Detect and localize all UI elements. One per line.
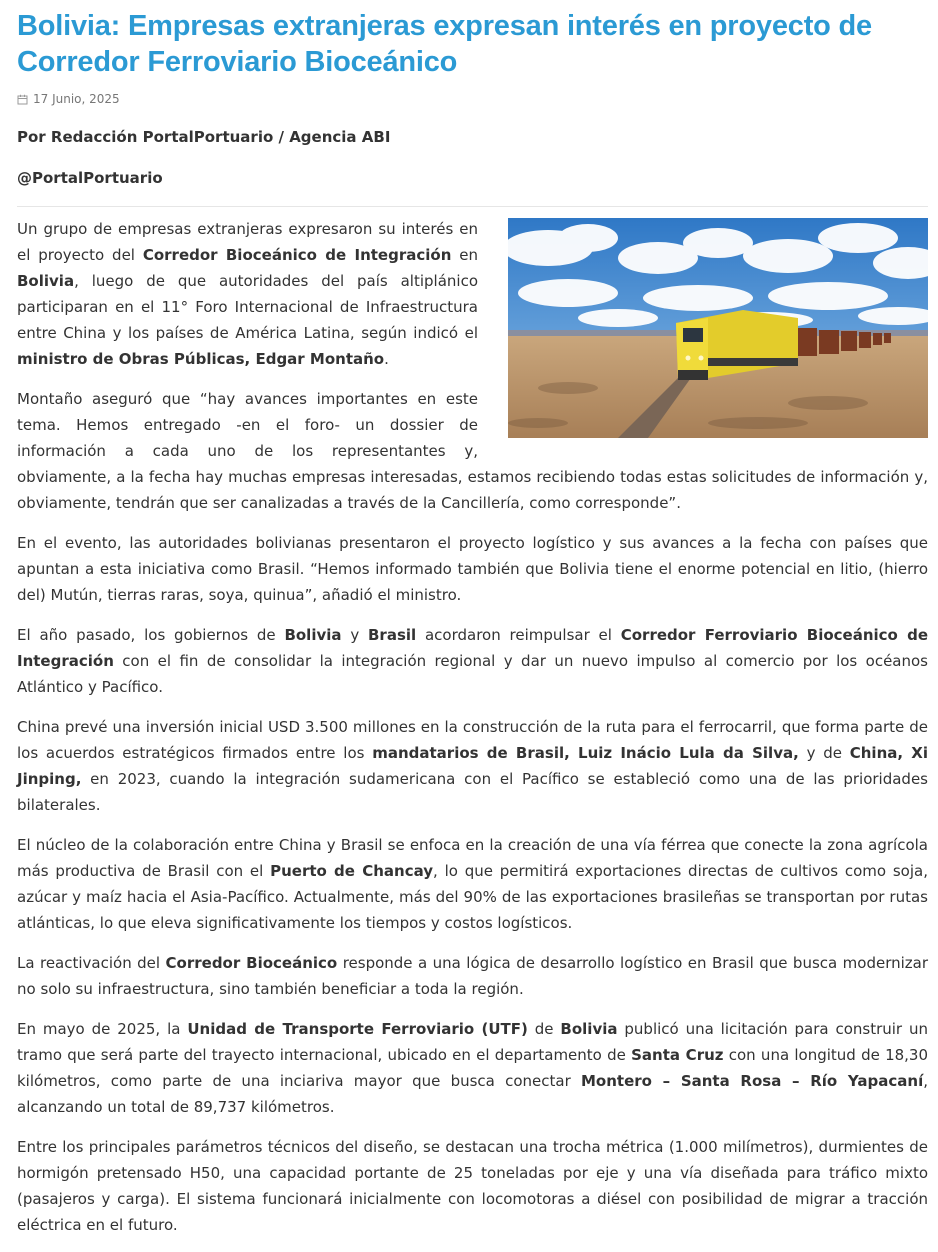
article-paragraph [17,832,928,936]
date-text: 17 Junio, 2025 [33,92,120,106]
text-run: El núcleo de la colaboración entre China y Brasil se enfoca en la creación de una vía férrea que conecte la zona agrícola más productiva de Brasil con el [17,836,928,880]
bold-text: Puerto de Chancay [270,862,434,880]
text-run: en [451,246,478,264]
article-title: Bolivia: Empresas extranjeras expresan interés en proyecto de Corredor Ferroviario Bioceánico [17,10,872,78]
bold-text: China, Xi Jinping, [17,744,928,788]
text-run: Un grupo de empresas extranjeras expresaron su interés en el proyecto del [17,220,478,264]
bold-text: Santa Cruz [631,1046,724,1064]
article-paragraph [17,622,928,700]
bold-text: Bolivia [560,1020,618,1038]
text-run: En mayo de 2025, la [17,1020,188,1038]
article-paragraph [17,714,928,818]
text-run: , alcanzando un total de 89,737 kilómetros. [17,1072,928,1116]
article-body [17,216,928,1252]
text-run: La reactivación del [17,954,166,972]
text-run: , lo que permitirá exportaciones directas de cultivos como soja, azúcar y maíz hacia el Asia-Pacífico. Actualmente, más del 90% de las exportaciones brasileñas se transportan por rutas atlánticas, lo que eleva significativamente los tiempos y costos logísticos. [17,862,928,932]
divider [17,206,928,207]
article-paragraph [17,1016,928,1120]
article [17,0,929,1234]
text-run: Entre los principales parámetros técnicos del diseño, se destacan una trocha métrica (1.000 milímetros), durmientes de hormigón pretensado H50, una capacidad portante de 25 toneladas por eje y una vía diseñada para tráfico mixto (pasajeros y carga). El sistema funcionará inicialmente con locomotoras a diésel con posibilidad de migrar a tracción eléctrica en el futuro. [17,1138,928,1234]
bold-text: Bolivia [17,272,75,290]
text-run: El año pasado, los gobiernos de [17,626,285,644]
text-run: China prevé una inversión inicial USD 3.500 millones en la construcción de la ruta para el ferrocarril, que forma parte de los acuerdos estratégicos firmados entre los [17,718,928,762]
text-run: En el evento, las autoridades bolivianas presentaron el proyecto logístico y sus avances a la fecha con países que apuntan a esta iniciativa como Brasil. “Hemos informado también que Bolivia tiene el enorme potencial en litio, (hierro del) Mutún, tierras raras, soya, quinua”, añadió el ministro. [17,534,928,604]
article-image [508,218,928,438]
text-run: y de [798,744,850,762]
article-handle: @PortalPortuario [17,169,163,187]
bold-text: Brasil [368,626,417,644]
text-run: y [341,626,368,644]
article-paragraph [17,1134,928,1238]
bold-text: Corredor Bioceánico [165,954,338,972]
bold-text: Montero – Santa Rosa – Río Yapacaní [580,1072,924,1090]
bold-text: Corredor Ferroviario Bioceánico de Integración [17,626,929,670]
calendar-icon [17,94,28,105]
article-byline: Por Redacción PortalPortuario / Agencia ABI [17,128,391,146]
text-run: en 2023, cuando la integración sudamericana con el Pacífico se estableció como una de las prioridades bilaterales. [17,770,928,814]
bold-text: Unidad de Transporte Ferroviario (UTF) [187,1020,528,1038]
text-run: , luego de que autoridades del país altiplánico participaran en el 11° Foro Internacional de Infraestructura entre China y los países de América Latina, según indicó el [17,272,478,342]
text-run: con una longitud de 18,30 kilómetros, como parte de una inciariva mayor que busca conectar [17,1046,929,1090]
bold-text: mandatarios de Brasil, Luiz Inácio Lula da Silva, [372,744,799,762]
article-paragraph [17,950,928,1002]
bold-text: Corredor Bioceánico de Integración [142,246,452,264]
bold-text: Bolivia [284,626,342,644]
bold-text: ministro de Obras Públicas, Edgar Montaño [17,350,385,368]
article-date [17,90,928,108]
text-run: de [527,1020,561,1038]
text-run: con el fin de consolidar la integración regional y dar un nuevo impulso al comercio por los océanos Atlántico y Pacífico. [17,652,928,696]
article-paragraph [17,530,928,608]
text-run: acordaron reimpulsar el [416,626,621,644]
text-run: publicó una licitación para construir un tramo que será parte del trayecto internacional, ubicado en el departamento de [17,1020,928,1064]
text-run: . [384,350,389,368]
text-run: Montaño aseguró que “hay avances importantes en este tema. Hemos entregado -en el foro- un dossier de información a cada uno de los representantes y, obviamente, a la fecha hay muchas empresas interesadas, estamos recibiendo todas estas solicitudes de información y, obviamente, tendrán que ser canalizadas a través de la Cancillería, como corresponde”. [17,390,928,512]
text-run: responde a una lógica de desarrollo logístico en Brasil que busca modernizar no solo su infraestructura, sino también beneficiar a toda la región. [17,954,928,998]
